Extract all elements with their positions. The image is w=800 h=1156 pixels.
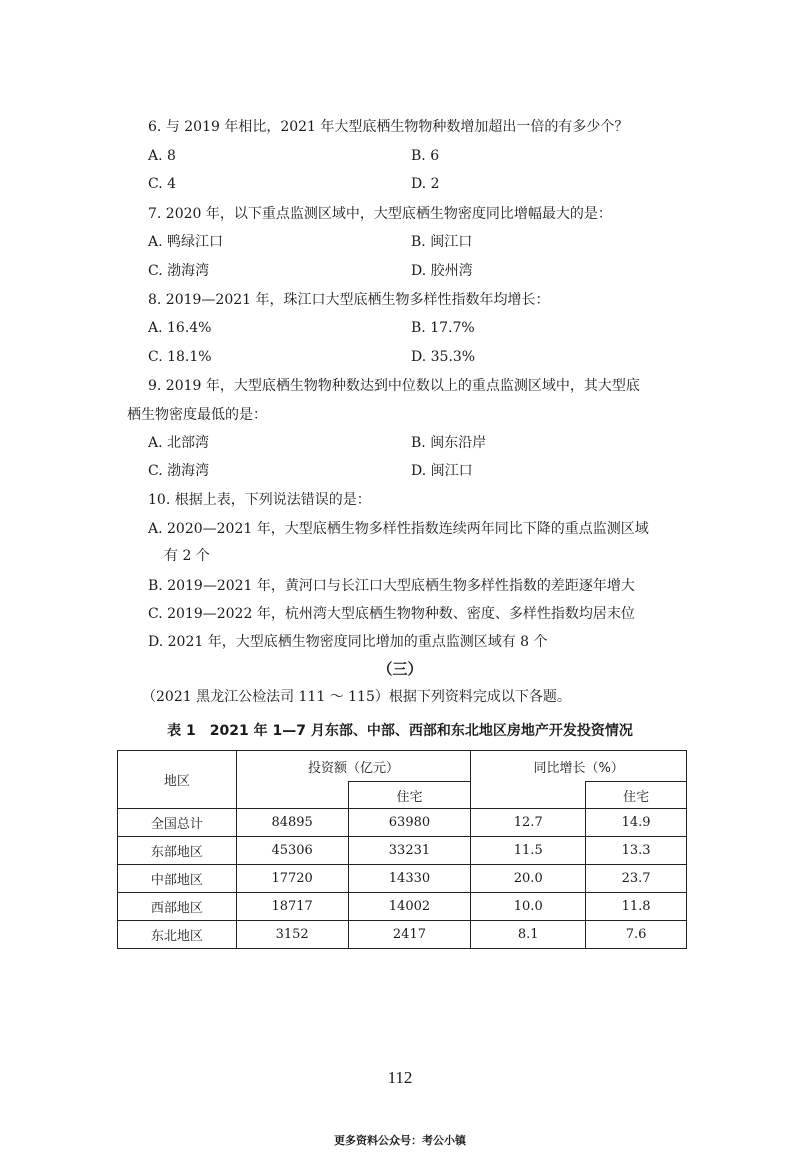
cell-growth: 10.0 bbox=[471, 893, 586, 921]
table-title: 表 1 2021 年 1—7 月东部、中部、西部和东北地区房地产开发投资情况 bbox=[167, 723, 633, 739]
question-7-stem: 7. 2020 年，以下重点监测区域中，大型底栖生物密度同比增幅最大的是： bbox=[148, 206, 612, 222]
question-10-option-a-line1: A. 2020—2021 年，大型底栖生物多样性指数连续两年同比下降的重点监测区域 bbox=[148, 521, 649, 537]
section-intro: （2021 黑龙江公检法司 111 ～ 115）根据下列资料完成以下各题。 bbox=[142, 689, 571, 705]
section-heading: （三） bbox=[377, 660, 423, 678]
cell-investment: 3152 bbox=[236, 921, 348, 949]
cell-investment-residential: 14002 bbox=[348, 893, 471, 921]
cell-region: 中部地区 bbox=[118, 865, 237, 893]
cell-region: 全国总计 bbox=[118, 809, 237, 837]
table-row bbox=[118, 865, 687, 893]
cell-growth: 8.1 bbox=[471, 921, 586, 949]
question-9-option-c: C. 渤海湾 bbox=[148, 463, 210, 479]
table-row bbox=[118, 893, 687, 921]
question-6-option-c: C. 4 bbox=[148, 176, 177, 192]
question-9-option-a: A. 北部湾 bbox=[148, 435, 210, 451]
question-8-option-a: A. 16.4% bbox=[148, 320, 212, 336]
footer-text: 更多资料公众号：考公小镇 bbox=[334, 1134, 466, 1147]
question-9-stem-line1: 9. 2019 年，大型底栖生物物种数达到中位数以上的重点监测区域中，其大型底 bbox=[148, 378, 640, 394]
data-table bbox=[117, 750, 687, 949]
question-10-option-a-line2: 有 2 个 bbox=[164, 548, 210, 564]
table-row bbox=[118, 837, 687, 865]
header-region: 地区 bbox=[118, 751, 237, 809]
question-6-option-d: D. 2 bbox=[411, 176, 440, 192]
question-10-option-d: D. 2021 年，大型底栖生物密度同比增加的重点监测区域有 8 个 bbox=[148, 634, 548, 650]
question-10-stem: 10. 根据上表，下列说法错误的是： bbox=[148, 492, 371, 508]
question-8-stem: 8. 2019—2021 年，珠江口大型底栖生物多样性指数年均增长： bbox=[148, 292, 550, 308]
cell-growth-residential: 23.7 bbox=[586, 865, 687, 893]
cell-region: 东北地区 bbox=[118, 921, 237, 949]
question-9-option-b: B. 闽东沿岸 bbox=[411, 435, 487, 451]
question-8-option-d: D. 35.3% bbox=[411, 349, 476, 365]
question-7-option-c: C. 渤海湾 bbox=[148, 263, 210, 279]
cell-growth: 12.7 bbox=[471, 809, 586, 837]
question-9-stem-line2: 栖生物密度最低的是： bbox=[127, 407, 267, 423]
question-8-option-b: B. 17.7% bbox=[411, 320, 475, 336]
question-6-stem: 6. 与 2019 年相比，2021 年大型底栖生物物种数增加超出一倍的有多少个？ bbox=[148, 119, 629, 135]
question-10-option-b: B. 2019—2021 年，黄河口与长江口大型底栖生物多样性指数的差距逐年增大 bbox=[148, 578, 635, 594]
question-9-option-d: D. 闽江口 bbox=[411, 463, 473, 479]
cell-investment-residential: 63980 bbox=[348, 809, 471, 837]
table-row bbox=[118, 809, 687, 837]
cell-investment-residential: 2417 bbox=[348, 921, 471, 949]
cell-region: 西部地区 bbox=[118, 893, 237, 921]
cell-growth: 11.5 bbox=[471, 837, 586, 865]
cell-growth-residential: 11.8 bbox=[586, 893, 687, 921]
header-growth: 同比增长（%） bbox=[471, 751, 687, 782]
question-7-option-d: D. 胶州湾 bbox=[411, 263, 473, 279]
table-header-row bbox=[118, 751, 687, 782]
question-10-option-c: C. 2019—2022 年，杭州湾大型底栖生物物种数、密度、多样性指数均居末位 bbox=[148, 606, 635, 622]
cell-growth-residential: 14.9 bbox=[586, 809, 687, 837]
table-row bbox=[118, 921, 687, 949]
cell-growth-residential: 13.3 bbox=[586, 837, 687, 865]
cell-investment: 18717 bbox=[236, 893, 348, 921]
header-investment-residential: 住宅 bbox=[348, 782, 471, 809]
question-6-option-a: A. 8 bbox=[148, 148, 176, 164]
cell-investment: 17720 bbox=[236, 865, 348, 893]
cell-growth-residential: 7.6 bbox=[586, 921, 687, 949]
cell-region: 东部地区 bbox=[118, 837, 237, 865]
page-number: 112 bbox=[387, 1068, 413, 1087]
question-8-option-c: C. 18.1% bbox=[148, 349, 212, 365]
question-7-option-b: B. 闽江口 bbox=[411, 234, 473, 250]
cell-investment: 45306 bbox=[236, 837, 348, 865]
header-investment: 投资额（亿元） bbox=[236, 751, 471, 782]
question-7-option-a: A. 鸭绿江口 bbox=[148, 234, 224, 250]
cell-investment-residential: 14330 bbox=[348, 865, 471, 893]
cell-investment: 84895 bbox=[236, 809, 348, 837]
cell-growth: 20.0 bbox=[471, 865, 586, 893]
header-growth-residential: 住宅 bbox=[586, 782, 687, 809]
question-6-option-b: B. 6 bbox=[411, 148, 440, 164]
cell-investment-residential: 33231 bbox=[348, 837, 471, 865]
